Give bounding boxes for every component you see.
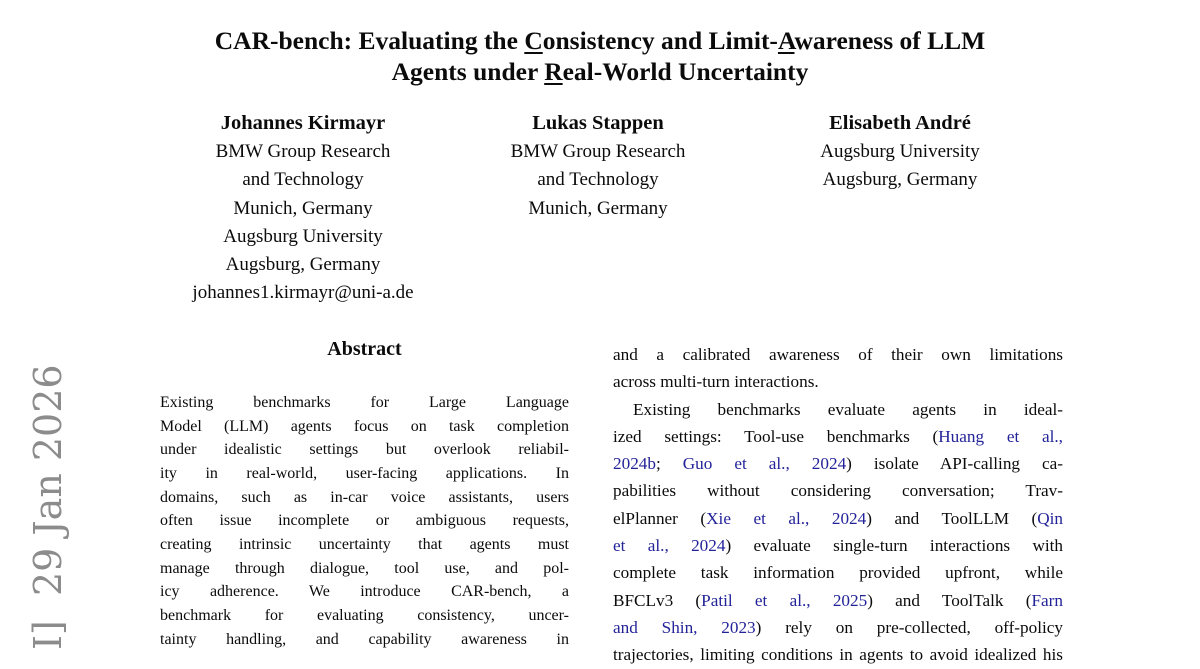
text-segment: ) and ToolLLM ( [866, 508, 1038, 528]
author-affiliation-line: Augsburg, Germany [225, 254, 381, 276]
right-column-body [613, 341, 1063, 669]
citation-link[interactable]: Patil et al., 2025 [701, 590, 868, 610]
author-name: Elisabeth André [829, 112, 971, 134]
text-line [160, 533, 569, 557]
citation-link[interactable]: Qin [1037, 508, 1064, 528]
text-line [160, 486, 569, 510]
text-line [613, 614, 1063, 641]
text-segment: tainty handling, and capability awareness in [160, 630, 569, 648]
abstract-heading: Abstract [327, 338, 402, 360]
author-block [511, 108, 686, 223]
author-affiliation-line: BMW Group Research [215, 141, 391, 162]
citation-link[interactable]: et al., 2024 [613, 536, 726, 556]
author-block [192, 108, 413, 308]
text-line [160, 415, 569, 439]
text-segment: Existing benchmarks evaluate agents in ideal- [633, 399, 1063, 419]
text-line [613, 587, 1063, 614]
arxiv-watermark: I] 29 Jan 2026 [26, 364, 70, 650]
author-affiliation-line: BMW Group Research [510, 141, 686, 162]
text-segment: creating intrinsic uncertainty that agents must [160, 535, 569, 553]
author-affiliation-line: and Technology [537, 169, 659, 191]
text-segment: ized settings: Tool-use benchmarks ( [613, 426, 939, 446]
text-segment: under idealistic settings but overlook reliabil- [160, 441, 569, 459]
text-line [613, 423, 1063, 450]
citation-link[interactable]: Farn [1031, 590, 1063, 610]
text-segment: often issue incomplete or ambiguous requests, [160, 512, 569, 530]
author-affiliation-line: Augsburg, Germany [822, 169, 978, 191]
citation-link[interactable]: Guo et al., 2024 [682, 454, 847, 474]
title-line-2 [0, 57, 1200, 88]
text-segment: across multi-turn interactions. [613, 372, 819, 392]
author-affiliation-line: and Technology [242, 169, 364, 191]
title-line-1 [0, 26, 1200, 57]
text-line [613, 450, 1063, 477]
text-segment: Model (LLM) agents focus on task completion [160, 417, 569, 435]
citation-link[interactable]: 2024b [613, 454, 656, 474]
text-line [160, 438, 569, 462]
author-affiliation-line: Munich, Germany [528, 197, 668, 219]
underlined-letter: A [777, 26, 795, 55]
text-segment: Agents under [391, 56, 545, 86]
text-segment: ) evaluate single-turn interactions with [725, 536, 1064, 556]
text-line [613, 505, 1063, 532]
text-segment: pabilities without considering conversation; Trav- [613, 481, 1063, 501]
text-line [160, 580, 569, 604]
text-line [160, 628, 569, 652]
author-email: johannes1.kirmayr@uni-a.de [192, 282, 414, 304]
citation-link[interactable]: Xie et al., 2024 [706, 508, 867, 528]
text-line [160, 391, 569, 415]
text-line [613, 559, 1063, 586]
text-line [613, 532, 1063, 559]
text-segment: icy adherence. We introduce CAR-bench, a [160, 583, 569, 601]
text-segment: ity in real-world, user-facing applications. In [160, 464, 569, 482]
text-line [613, 396, 1063, 423]
text-line [160, 557, 569, 581]
author-affiliation-line: Augsburg University [820, 141, 980, 162]
text-segment: benchmark for evaluating consistency, uncer- [160, 606, 569, 624]
author-affiliation-line: Augsburg University [223, 225, 383, 247]
text-segment: Existing benchmarks for Large Language [160, 394, 569, 411]
text-segment: and a calibrated awareness of their own limitations [613, 345, 1063, 364]
text-segment: elPlanner ( [613, 508, 707, 528]
text-line [613, 477, 1063, 504]
text-segment: manage through dialogue, tool use, and pol- [160, 559, 569, 577]
author-name: Johannes Kirmayr [220, 112, 386, 134]
text-segment: wareness of LLM [794, 26, 986, 55]
underlined-letter: C [524, 26, 543, 55]
text-segment: eal-World Uncertainty [562, 56, 809, 86]
underlined-letter: R [544, 56, 563, 86]
text-segment: ) rely on pre-collected, off-policy [755, 617, 1063, 637]
text-segment: onsistency and Limit- [542, 26, 778, 55]
text-segment: complete task information provided upfront, while [613, 563, 1063, 583]
text-segment: BFCLv3 ( [613, 590, 702, 610]
text-line [613, 368, 1063, 395]
text-segment: CAR-bench: Evaluating the [214, 26, 525, 55]
text-segment: ) and ToolTalk ( [867, 590, 1032, 610]
text-segment: ; [655, 454, 683, 474]
text-segment: trajectories, limiting conditions in agents to avoid idealized his [613, 645, 1063, 665]
author-block [820, 108, 980, 195]
paper-title [0, 26, 1200, 87]
author-affiliation-line: Munich, Germany [233, 197, 373, 219]
text-line [160, 509, 569, 533]
text-segment: ) isolate API-calling ca- [846, 454, 1064, 474]
text-line [160, 604, 569, 628]
text-line [160, 462, 569, 486]
author-name: Lukas Stappen [532, 112, 664, 134]
text-segment: domains, such as in-car voice assistants, users [160, 488, 569, 506]
citation-link[interactable]: Huang et al., [938, 426, 1063, 446]
abstract-body [160, 391, 569, 651]
text-line [613, 341, 1063, 368]
citation-link[interactable]: and Shin, 2023 [613, 617, 756, 637]
text-line [613, 641, 1063, 668]
